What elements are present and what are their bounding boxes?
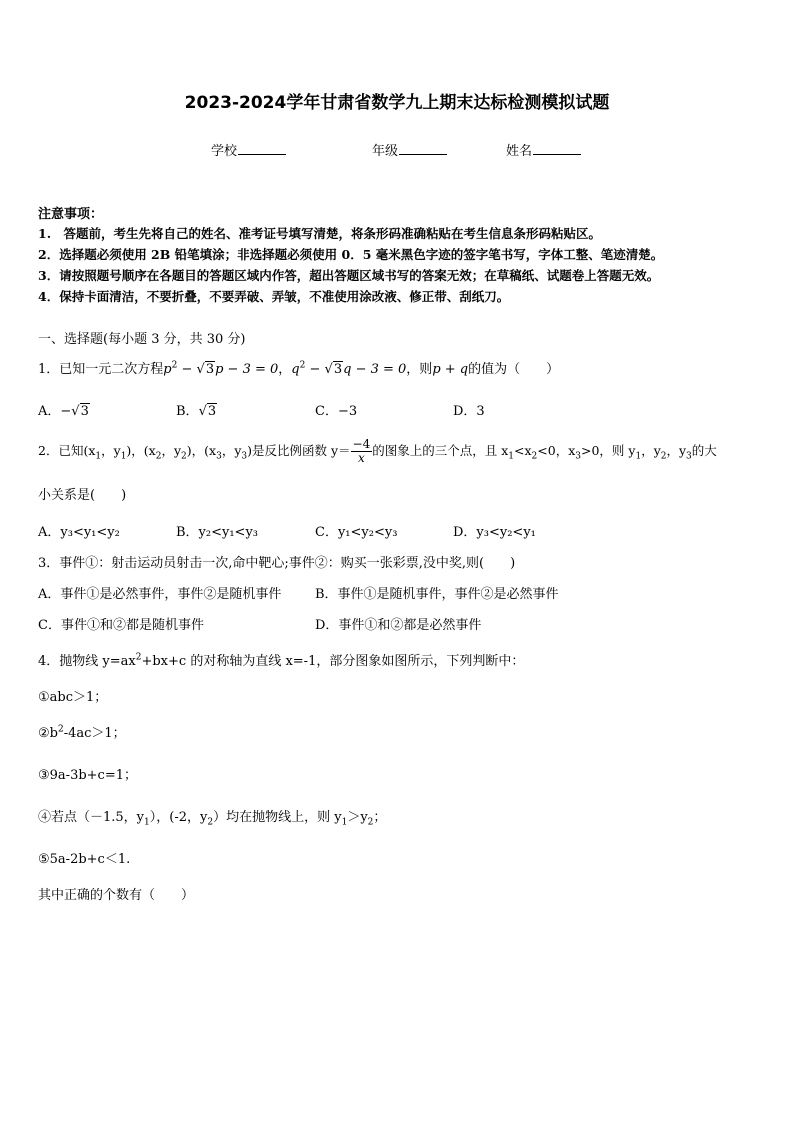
- q1-sep: ，: [278, 362, 292, 377]
- q1-eq1-sqrt-sign: √: [196, 362, 205, 377]
- q1-eq2-radicand: 3: [333, 362, 343, 377]
- q2-text-4: ，y: [161, 443, 182, 458]
- notice-item-2: 2．选择题必须使用 2B 铅笔填涂；非选择题必须使用 0．5 毫米黑色字迹的签字笔书写，字体工整、笔迹清楚。: [38, 247, 664, 262]
- school-field: [211, 140, 286, 159]
- q1-option-a-radicand: 3: [80, 404, 89, 419]
- q4-statement-4-part-3: ）均在抛物线上，则 y: [213, 810, 342, 825]
- q1-eq1-radicand: 3: [205, 362, 215, 377]
- q2-option-c: C．y₁<y₂<y₃: [315, 525, 398, 540]
- q2-text-11: >0，则 y: [580, 443, 636, 458]
- q1-eq2-rest: q − 3 = 0: [343, 362, 407, 377]
- q2-text-9: <x: [514, 443, 532, 458]
- q2-fraction-denominator: x: [357, 451, 365, 465]
- grade-label: 年级: [372, 144, 399, 159]
- q3-option-a: A．事件①是必然事件，事件②是随机事件: [38, 587, 282, 602]
- q2-text-3: )，(x: [126, 443, 156, 458]
- grade-blank: [399, 142, 447, 155]
- q1-option-b-radicand: 3: [207, 404, 217, 419]
- q2-text-10: <0，x: [537, 443, 576, 458]
- q2-text-12: ，y: [641, 443, 661, 458]
- q1-suffix: 的值为（ ）: [468, 362, 560, 377]
- q1-eq2-minus: −: [305, 362, 325, 377]
- q2-text-1: 2．已知(x: [38, 443, 96, 458]
- q2-line-2: 小关系是( ): [38, 488, 127, 503]
- q2-option-a: A．y₃<y₁<y₂: [38, 525, 120, 540]
- q1-eq2-sqrt-sign: √: [324, 362, 333, 377]
- q1-option-b-label: B．: [176, 404, 199, 419]
- q2-fraction-numerator: −4: [352, 437, 371, 451]
- q1-eq2-var: q: [291, 362, 300, 377]
- q4-statement-5: ⑤5a-2b+c＜1.: [38, 852, 131, 867]
- q4-final-question: 其中正确的个数有（ ）: [38, 888, 195, 903]
- q2-text-5: )，(x: [186, 443, 217, 458]
- q1-mid: ，则: [406, 362, 433, 377]
- q4-statement-4-part-4: ＞y: [347, 810, 368, 825]
- name-blank: [533, 142, 581, 155]
- q1-prefix: 1．已知一元二次方程: [38, 362, 164, 377]
- q4-statement-2: $②b^2-4ac>1$；: [38, 724, 126, 741]
- notice-heading: 注意事项：: [38, 207, 104, 222]
- q1-option-a-sqrt-sign: √: [71, 404, 80, 419]
- q2-option-d: D．y₃<y₂<y₁: [453, 525, 536, 540]
- q4-stem-part-2: +bx+c 的对称轴为直线 x=-1，部分图象如图所示，下列判断中：: [141, 654, 525, 669]
- q2-text-6: ，y: [221, 443, 242, 458]
- question-1: [38, 358, 559, 377]
- q4-statement-4: ④若点（－1.5，$y_1$），(-2，$y_2$）均在抛物线上，则 $y_1>y_2$；: [38, 810, 387, 828]
- question-2: 2．已知($x_1$，$y_1$)，($x_2$，$y_2$)，($x_3$，$y_3$)是反比例函数 y＝ $\frac{-4}{x}$ 的图象上的三个点，且 $x_1<x_2<0$，$x_3>0$，则 $y_1$，$y_2$，$y_3$的大: [38, 437, 717, 465]
- q3-option-b: B．事件①是随机事件，事件②是必然事件: [315, 587, 559, 602]
- q1-eq2-exp: 2: [299, 360, 306, 371]
- q4-statement-1: ①abc＞1；: [38, 690, 108, 705]
- notice-item-1: 1. 答题前，考生先将自己的姓名、准考证号填写清楚，将条形码准确粘贴在考生信息条形码粘贴区。: [38, 226, 602, 241]
- q2-text-8: 的图象上的三个点，且 x: [372, 443, 509, 458]
- q1-eq1-exp: 2: [171, 360, 178, 371]
- q2-fraction: [351, 438, 373, 465]
- school-label: 学校: [211, 144, 238, 159]
- q3-option-c: C．事件①和②都是随机事件: [38, 618, 204, 633]
- q4-statement-4-part-5: ；: [373, 810, 387, 825]
- q4-statement-2-part-1: ②b: [38, 726, 58, 741]
- question-4: 4．抛物线 $y=ax^2+bx+c$ 的对称轴为直线 x=-1，部分图象如图所示，下列判断中：: [38, 652, 525, 669]
- q1-option-b-sqrt-sign: √: [198, 404, 207, 419]
- notice-item-4: 4．保持卡面清洁，不要折叠，不要弄破、弄皱，不准使用涂改液、修正带、刮纸刀。: [38, 289, 510, 304]
- q1-eq1-minus: −: [177, 362, 197, 377]
- q1-option-a-label: A．: [38, 404, 61, 419]
- grade-field: [372, 140, 447, 159]
- q1-option-c: C．−3: [315, 404, 358, 419]
- section-heading: 一、选择题(每小题 3 分，共 30 分): [38, 332, 246, 347]
- exam-title: 2023-2024学年甘肃省数学九上期末达标检测模拟试题: [184, 93, 610, 113]
- notice-item-3: 3．请按照题号顺序在各题目的答题区域内作答，超出答题区域书写的答案无效；在草稿纸、试题卷上答题无效。: [38, 268, 660, 283]
- q4-statement-4-part-1: ④若点（－1.5，y: [38, 810, 145, 825]
- q4-statement-2-part-2: -4ac＞1；: [63, 726, 126, 741]
- question-3: 3．事件①：射击运动员射击一次,命中靶心;事件②：购买一张彩票,没中奖,则( ): [38, 556, 516, 571]
- q2-text-7: )是反比例函数 y＝: [247, 443, 351, 458]
- q2-text-13: ，y: [666, 443, 687, 458]
- q2-text-2: ，y: [101, 443, 121, 458]
- school-blank: [238, 142, 286, 155]
- q4-stem-part-1: 4．抛物线 y=ax: [38, 654, 136, 669]
- q2-option-b: B．y₂<y₁<y₃: [176, 525, 259, 540]
- q2-text-14: 的大: [691, 443, 717, 458]
- q1-option-d: D．3: [453, 404, 485, 419]
- q1-eq1-rest: p − 3 = 0: [215, 362, 279, 377]
- q1-option-a: [38, 400, 90, 419]
- name-field: [506, 140, 581, 159]
- q1-option-a-sign: −: [60, 404, 72, 419]
- q4-statement-4-part-2: ），(-2，y: [149, 810, 208, 825]
- name-label: 姓名: [506, 144, 533, 159]
- q1-option-b: [176, 400, 217, 419]
- q1-pq: p + q: [432, 362, 469, 377]
- q4-statement-3: ③9a-3b+c=1；: [38, 768, 137, 783]
- q3-option-d: D．事件①和②都是必然事件: [315, 618, 482, 633]
- q1-eq1-var: p: [163, 362, 172, 377]
